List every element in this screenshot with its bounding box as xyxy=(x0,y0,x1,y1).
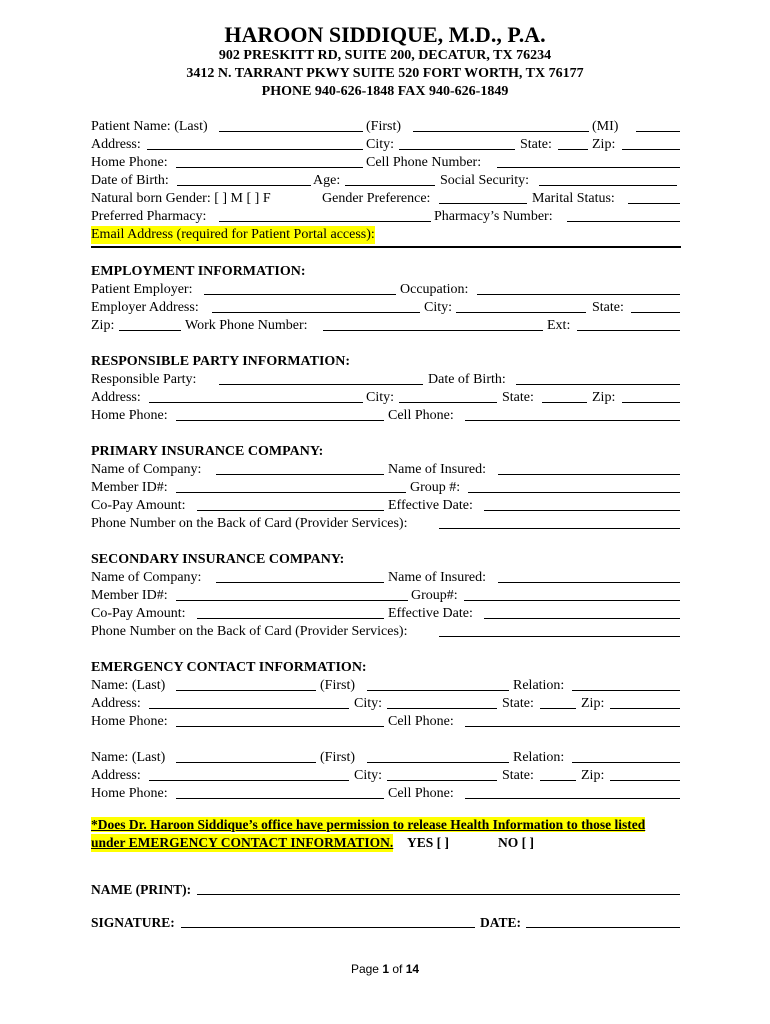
label-secondary-insured: Name of Insured: xyxy=(388,570,486,585)
label-signature: SIGNATURE: xyxy=(91,915,175,930)
address-decatur: 902 PRESKITT RD, SUITE 200, DECATUR, TX 76234 xyxy=(218,48,552,63)
address-fort-worth: 3412 N. TARRANT PKWY SUITE 520 FORT WORTH, TX 76177 xyxy=(186,66,584,81)
home-phone-field[interactable] xyxy=(176,154,363,168)
responsible-title-row xyxy=(91,353,680,371)
page-number: 1 xyxy=(382,962,389,976)
emergency1-zip-field[interactable] xyxy=(610,695,680,709)
emergency2-cell-phone-field[interactable] xyxy=(465,785,680,799)
primary-phone-field[interactable] xyxy=(439,515,680,529)
patient-pharmacy-row xyxy=(91,208,680,226)
emergency2-name-row xyxy=(91,749,680,767)
label-responsible-city: City: xyxy=(366,390,395,405)
label-emergency2-state: State: xyxy=(502,768,534,783)
practice-name: HAROON SIDDIQUE, M.D., P.A. xyxy=(224,22,546,47)
label-email: Email Address (required for Patient Portal access): xyxy=(91,227,375,242)
label-primary-company: Name of Company: xyxy=(91,462,202,477)
gender-pref-field[interactable] xyxy=(439,190,527,204)
label-date: DATE: xyxy=(480,915,522,930)
emergency2-relation-field[interactable] xyxy=(572,749,680,763)
label-emergency1-home-phone: Home Phone: xyxy=(91,714,168,729)
primary-title-row xyxy=(91,443,680,461)
release-yes-checkbox[interactable]: YES [ ] xyxy=(407,835,450,850)
label-emergency1-state: State: xyxy=(502,696,534,711)
occupation-field[interactable] xyxy=(477,281,680,295)
emergency1-name-row xyxy=(91,677,680,695)
label-employer-state: State: xyxy=(592,300,624,315)
responsible-home-phone-field[interactable] xyxy=(176,407,384,421)
label-ssn: Social Security: xyxy=(440,173,530,188)
date-field[interactable] xyxy=(526,914,680,928)
phone-fax: PHONE 940-626-1848 FAX 940-626-1849 xyxy=(261,84,509,99)
responsible-zip-field[interactable] xyxy=(622,389,680,403)
responsible-city-field[interactable] xyxy=(399,389,497,403)
secondary-insured-field[interactable] xyxy=(498,569,680,583)
label-emergency1-zip: Zip: xyxy=(581,696,605,711)
patient-dob-row xyxy=(91,172,680,190)
label-city: City: xyxy=(366,137,395,152)
label-state: State: xyxy=(520,137,552,152)
pharmacy-number-field[interactable] xyxy=(567,208,680,222)
emergency1-state-field[interactable] xyxy=(540,695,576,709)
label-emergency2-last: Name: (Last) xyxy=(91,750,166,765)
label-emergency1-last: Name: (Last) xyxy=(91,678,166,693)
primary-phone-row xyxy=(91,515,680,533)
secondary-phone-field[interactable] xyxy=(439,623,680,637)
employer-address-row xyxy=(91,299,680,317)
label-employer-city: City: xyxy=(424,300,453,315)
label-responsible-state: State: xyxy=(502,390,534,405)
secondary-phone-row xyxy=(91,623,680,641)
label-emergency2-first: (First) xyxy=(320,750,355,765)
responsible-state-field[interactable] xyxy=(542,389,587,403)
zip-field[interactable] xyxy=(622,136,680,150)
responsible-cell-phone-field[interactable] xyxy=(465,407,680,421)
primary-title: PRIMARY INSURANCE COMPANY: xyxy=(91,444,324,459)
secondary-member-row xyxy=(91,587,680,605)
label-responsible-home-phone: Home Phone: xyxy=(91,408,168,423)
label-secondary-copay: Co-Pay Amount: xyxy=(91,606,186,621)
cell-phone-field[interactable] xyxy=(497,154,680,168)
emergency2-home-phone-field[interactable] xyxy=(176,785,384,799)
ext-field[interactable] xyxy=(577,317,680,331)
emergency1-phone-row xyxy=(91,713,680,731)
page-total: 14 xyxy=(405,962,420,976)
marital-field[interactable] xyxy=(628,190,680,204)
label-secondary-member: Member ID#: xyxy=(91,588,168,603)
first-name-field[interactable] xyxy=(413,118,589,132)
label-emergency1-cell-phone: Cell Phone: xyxy=(388,714,454,729)
label-emergency2-address: Address: xyxy=(91,768,141,783)
label-employer: Patient Employer: xyxy=(91,282,193,297)
emergency-title-row xyxy=(91,659,680,677)
dob-field[interactable] xyxy=(177,172,311,186)
employer-city-field[interactable] xyxy=(456,299,586,313)
emergency2-address-field[interactable] xyxy=(149,767,349,781)
label-emergency1-address: Address: xyxy=(91,696,141,711)
responsible-title: RESPONSIBLE PARTY INFORMATION: xyxy=(91,354,351,369)
label-emergency2-relation: Relation: xyxy=(513,750,565,765)
secondary-company-field[interactable] xyxy=(216,569,384,583)
page-footer xyxy=(0,962,770,976)
label-primary-group: Group #: xyxy=(410,480,461,495)
emergency1-cell-phone-field[interactable] xyxy=(465,713,680,727)
label-secondary-phone: Phone Number on the Back of Card (Provider Services): xyxy=(91,624,408,639)
secondary-title-row xyxy=(91,551,680,569)
emergency2-state-field[interactable] xyxy=(540,767,576,781)
name-print-row xyxy=(91,881,680,899)
label-emergency2-zip: Zip: xyxy=(581,768,605,783)
signature-row xyxy=(91,914,680,932)
label-primary-member: Member ID#: xyxy=(91,480,168,495)
emergency1-first-field[interactable] xyxy=(367,677,509,691)
primary-copay-row xyxy=(91,497,680,515)
employment-title-row xyxy=(91,263,680,281)
label-emergency1-city: City: xyxy=(354,696,383,711)
secondary-copay-row xyxy=(91,605,680,623)
primary-company-field[interactable] xyxy=(216,461,384,475)
label-emergency1-relation: Relation: xyxy=(513,678,565,693)
intake-form xyxy=(91,118,680,803)
label-mi: (MI) xyxy=(592,119,619,134)
emergency2-zip-field[interactable] xyxy=(610,767,680,781)
emergency2-phone-row xyxy=(91,785,680,803)
responsible-party-field[interactable] xyxy=(219,371,423,385)
patient-name-row xyxy=(91,118,680,136)
primary-company-row xyxy=(91,461,680,479)
notice-line-2: under EMERGENCY CONTACT INFORMATION. xyxy=(91,835,394,850)
emergency1-address-row xyxy=(91,695,680,713)
age-field[interactable] xyxy=(345,172,435,186)
label-marital: Marital Status: xyxy=(532,191,615,206)
primary-effective-field[interactable] xyxy=(484,497,680,511)
secondary-copay-field[interactable] xyxy=(197,605,384,619)
primary-member-field[interactable] xyxy=(176,479,406,493)
responsible-phone-row xyxy=(91,407,680,425)
label-age: Age: xyxy=(313,173,341,188)
emergency1-city-field[interactable] xyxy=(387,695,497,709)
label-dob: Date of Birth: xyxy=(91,173,169,188)
last-name-field[interactable] xyxy=(219,118,363,132)
secondary-effective-field[interactable] xyxy=(484,605,680,619)
address-field[interactable] xyxy=(147,136,363,150)
employer-row xyxy=(91,281,680,299)
page-word: Page xyxy=(350,962,379,976)
of-word: of xyxy=(392,962,403,976)
label-occupation: Occupation: xyxy=(400,282,469,297)
employer-zip-field[interactable] xyxy=(119,317,181,331)
label-emergency2-city: City: xyxy=(354,768,383,783)
release-no-checkbox[interactable]: NO [ ] xyxy=(498,835,534,850)
employer-state-field[interactable] xyxy=(631,299,680,313)
emergency1-address-field[interactable] xyxy=(149,695,349,709)
label-primary-insured: Name of Insured: xyxy=(388,462,486,477)
employment-title: EMPLOYMENT INFORMATION: xyxy=(91,264,306,279)
label-cell-phone: Cell Phone Number: xyxy=(366,155,482,170)
employer-zip-row xyxy=(91,317,680,335)
label-pharmacy: Preferred Pharmacy: xyxy=(91,209,207,224)
city-field[interactable] xyxy=(399,136,515,150)
primary-group-field[interactable] xyxy=(468,479,680,493)
label-responsible-address: Address: xyxy=(91,390,141,405)
name-print-field[interactable] xyxy=(197,881,680,895)
patient-phone-row xyxy=(91,154,680,172)
label-secondary-effective: Effective Date: xyxy=(388,606,473,621)
label-last-name: Patient Name: (Last) xyxy=(91,119,208,134)
label-work-phone: Work Phone Number: xyxy=(185,318,308,333)
emergency2-city-field[interactable] xyxy=(387,767,497,781)
label-responsible-party: Responsible Party: xyxy=(91,372,197,387)
mi-field[interactable] xyxy=(636,118,680,132)
label-first-name: (First) xyxy=(366,119,401,134)
emergency1-relation-field[interactable] xyxy=(572,677,680,691)
label-primary-phone: Phone Number on the Back of Card (Provider Services): xyxy=(91,516,408,531)
label-ext: Ext: xyxy=(547,318,571,333)
emergency-title: EMERGENCY CONTACT INFORMATION: xyxy=(91,660,367,675)
label-responsible-dob: Date of Birth: xyxy=(428,372,506,387)
responsible-dob-field[interactable] xyxy=(516,371,680,385)
responsible-party-row xyxy=(91,371,680,389)
label-emergency1-first: (First) xyxy=(320,678,355,693)
label-gender-pref: Gender Preference: xyxy=(322,191,431,206)
secondary-member-field[interactable] xyxy=(176,587,408,601)
responsible-address-row xyxy=(91,389,680,407)
label-responsible-zip: Zip: xyxy=(592,390,616,405)
signature-field[interactable] xyxy=(181,914,475,928)
ssn-field[interactable] xyxy=(539,172,677,186)
label-address: Address: xyxy=(91,137,141,152)
primary-insured-field[interactable] xyxy=(498,461,680,475)
state-field[interactable] xyxy=(558,136,588,150)
label-responsible-cell-phone: Cell Phone: xyxy=(388,408,454,423)
patient-gender-row xyxy=(91,190,680,208)
emergency2-address-row xyxy=(91,767,680,785)
employer-address-field[interactable] xyxy=(212,299,420,313)
label-name-print: NAME (PRINT): xyxy=(91,882,192,897)
primary-member-row xyxy=(91,479,680,497)
label-secondary-company: Name of Company: xyxy=(91,570,202,585)
label-gender[interactable]: Natural born Gender: [ ] M [ ] F xyxy=(91,191,271,206)
label-emergency2-cell-phone: Cell Phone: xyxy=(388,786,454,801)
label-employer-zip: Zip: xyxy=(91,318,115,333)
label-pharmacy-number: Pharmacy’s Number: xyxy=(434,209,553,224)
emergency1-last-field[interactable] xyxy=(176,677,316,691)
release-permission-notice xyxy=(91,816,680,852)
work-phone-field[interactable] xyxy=(323,317,543,331)
label-primary-effective: Effective Date: xyxy=(388,498,473,513)
label-employer-address: Employer Address: xyxy=(91,300,199,315)
emergency1-home-phone-field[interactable] xyxy=(176,713,384,727)
patient-address-row xyxy=(91,136,680,154)
label-zip: Zip: xyxy=(592,137,616,152)
label-home-phone: Home Phone: xyxy=(91,155,168,170)
primary-copay-field[interactable] xyxy=(197,497,384,511)
section-divider xyxy=(91,246,681,248)
emergency2-last-field[interactable] xyxy=(176,749,316,763)
patient-email-row xyxy=(91,226,680,244)
label-secondary-group: Group#: xyxy=(411,588,458,603)
employer-field[interactable] xyxy=(204,281,396,295)
secondary-company-row xyxy=(91,569,680,587)
emergency2-first-field[interactable] xyxy=(367,749,509,763)
responsible-address-field[interactable] xyxy=(149,389,363,403)
label-emergency2-home-phone: Home Phone: xyxy=(91,786,168,801)
secondary-title: SECONDARY INSURANCE COMPANY: xyxy=(91,552,345,567)
notice-line-1: *Does Dr. Haroon Siddique’s office have permission to release Health Information to those listed xyxy=(91,817,646,832)
label-primary-copay: Co-Pay Amount: xyxy=(91,498,186,513)
secondary-group-field[interactable] xyxy=(464,587,680,601)
pharmacy-field[interactable] xyxy=(219,208,431,222)
